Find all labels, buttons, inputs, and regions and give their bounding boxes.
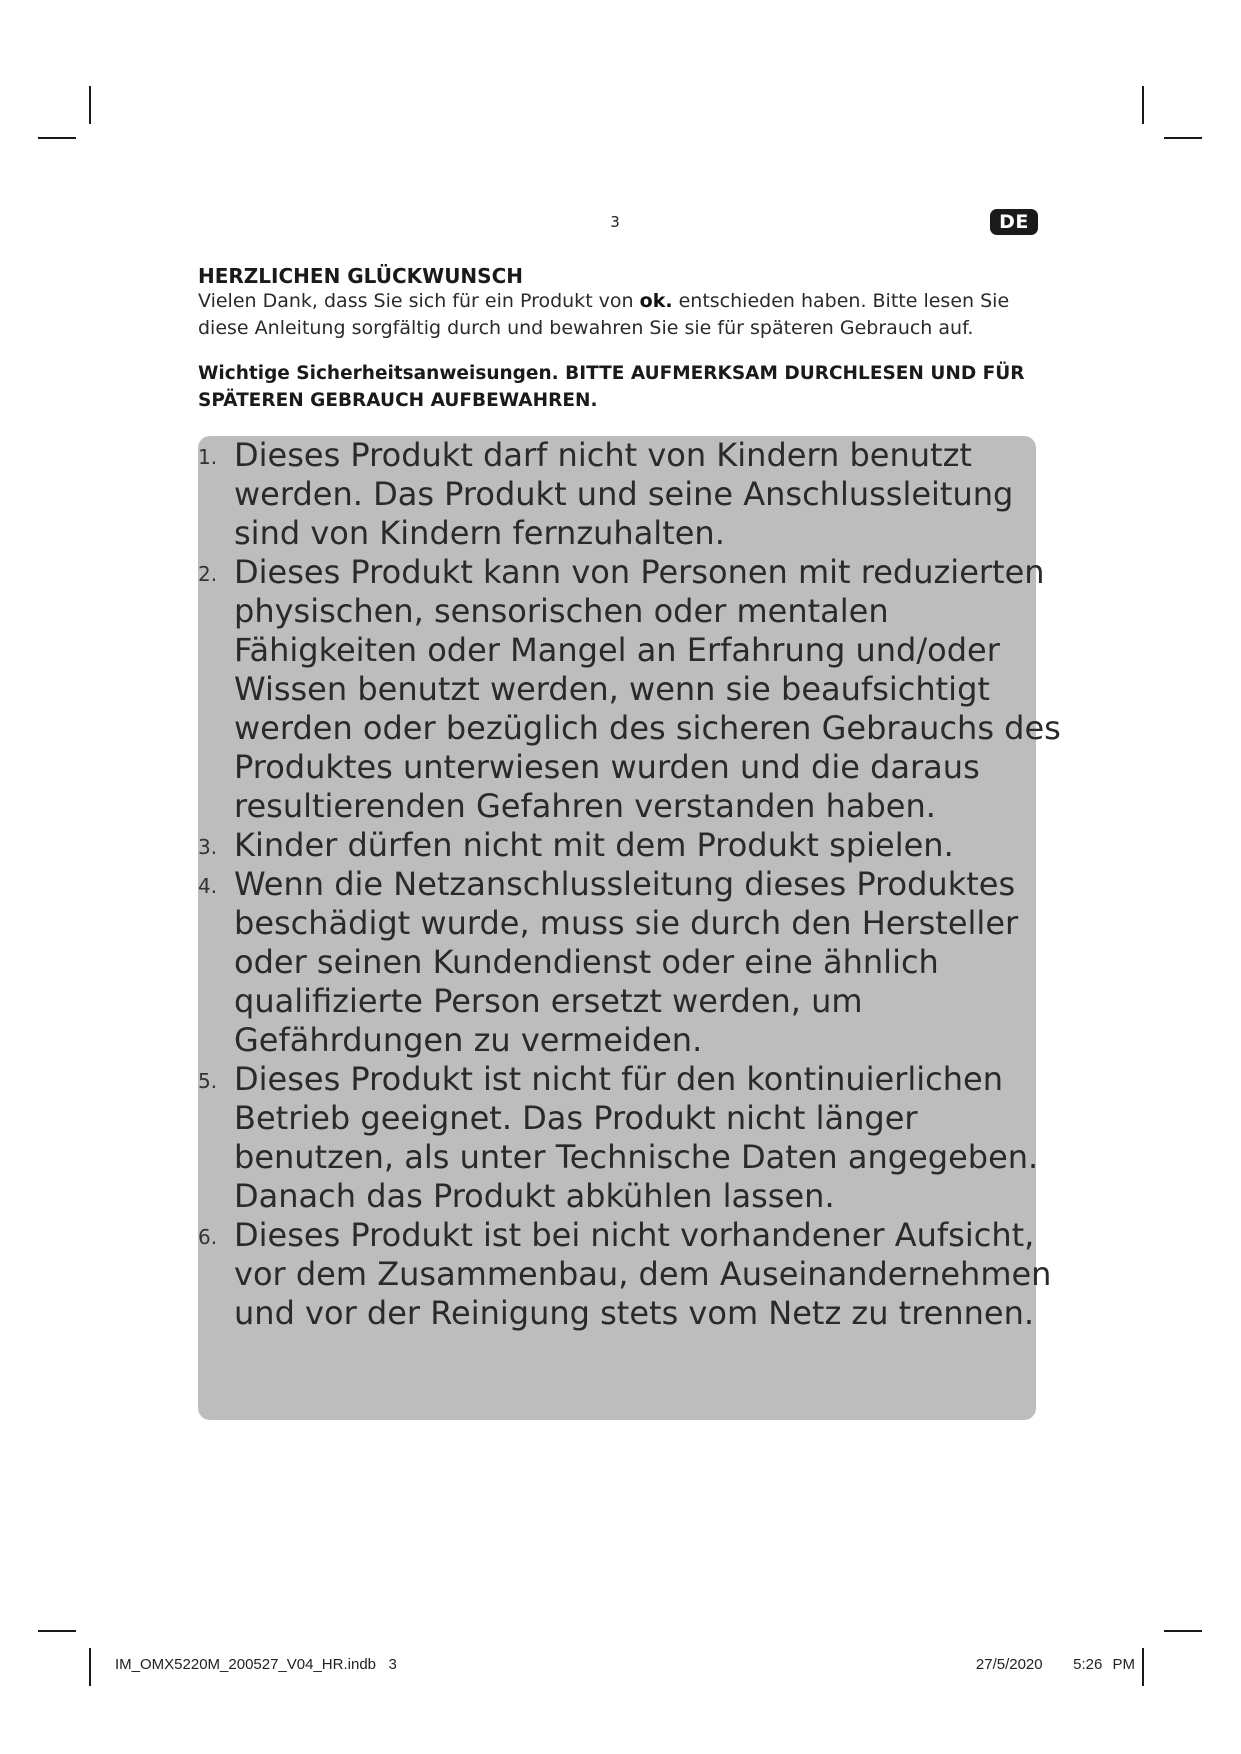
crop-mark-top-right-vertical: [1142, 86, 1144, 124]
crop-mark-top-left-horizontal: [38, 137, 76, 139]
safety-instructions-list: [198, 436, 1068, 1333]
crop-mark-top-left-vertical: [89, 86, 91, 124]
intro-text-after-brand: entschieden haben. Bitte lesen Sie diese Anleitung sorgfältig durch und bewahren Sie sie für späteren Gebrauch auf.: [198, 290, 1010, 339]
footer-timestamp: 27/5/2020 5:26 PM: [975, 1656, 1135, 1673]
brand-name: ok.: [639, 290, 673, 312]
safety-item: [198, 436, 1068, 553]
safety-item-text: Dieses Produkt darf nicht von Kindern benutzt werden. Das Produkt und seine Anschlussleitung sind von Kindern fernzuhalten.: [234, 436, 1014, 552]
safety-item-text: Dieses Produkt kann von Personen mit reduzierten physischen, sensorischen oder mentalen Fähigkeiten oder Mangel an Erfahrung und/oder Wissen benutzt werden, wenn sie beaufsichtigt werden oder bezüglich des sicheren Gebrauchs des Produktes unterwiesen wurden und die daraus resultierenden Gefahren verstanden haben.: [234, 553, 1061, 825]
safety-item-text: Dieses Produkt ist nicht für den kontinuierlichen Betrieb geeignet. Das Produkt nicht länger benutzen, als unter Technische Daten angegeben. Danach das Produkt abkühlen lassen.: [234, 1060, 1039, 1215]
crop-mark-bottom-right-vertical: [1142, 1648, 1144, 1686]
intro-heading: HERZLICHEN GLÜCKWUNSCH: [198, 264, 523, 288]
safety-item: [198, 865, 1068, 1060]
crop-mark-bottom-left-horizontal: [38, 1630, 76, 1632]
intro-text: [198, 288, 1048, 342]
crop-mark-bottom-left-vertical: [89, 1648, 91, 1686]
safety-item-text: Kinder dürfen nicht mit dem Produkt spielen.: [234, 826, 954, 864]
safety-item-text: Wenn die Netzanschlussleitung dieses Produktes beschädigt wurde, muss sie durch den Hersteller oder seinen Kundendienst oder eine ähnlich qualifizierte Person ersetzt werden, um Gefährdungen zu vermeiden.: [234, 865, 1019, 1059]
safety-item-number: 4.: [198, 874, 218, 898]
safety-item-text: Dieses Produkt ist bei nicht vorhandener Aufsicht, vor dem Zusammenbau, dem Auseinandernehmen und vor der Reinigung stets vom Netz zu trennen.: [234, 1216, 1052, 1332]
safety-item: [198, 1216, 1068, 1333]
safety-item-number: 2.: [198, 562, 218, 586]
safety-item: [198, 1060, 1068, 1216]
language-badge: DE: [990, 209, 1038, 235]
footer-file-name: IM_OMX5220M_200527_V04_HR.indb 3: [115, 1656, 397, 1673]
safety-item-number: 3.: [198, 835, 218, 859]
intro-text-before-brand: Vielen Dank, dass Sie sich für ein Produkt von: [198, 290, 640, 312]
page-number: 3: [610, 213, 620, 231]
safety-item: [198, 553, 1068, 826]
crop-mark-top-right-horizontal: [1164, 137, 1202, 139]
crop-mark-bottom-right-horizontal: [1164, 1630, 1202, 1632]
safety-item: [198, 826, 1068, 865]
safety-item-number: 6.: [198, 1225, 218, 1249]
safety-item-number: 1.: [198, 445, 218, 469]
safety-notice: Wichtige Sicherheitsanweisungen. BITTE AUFMERKSAM DURCHLESEN UND FÜR SPÄTEREN GEBRAUCH AUFBEWAHREN.: [198, 363, 1025, 411]
safety-item-number: 5.: [198, 1069, 218, 1093]
